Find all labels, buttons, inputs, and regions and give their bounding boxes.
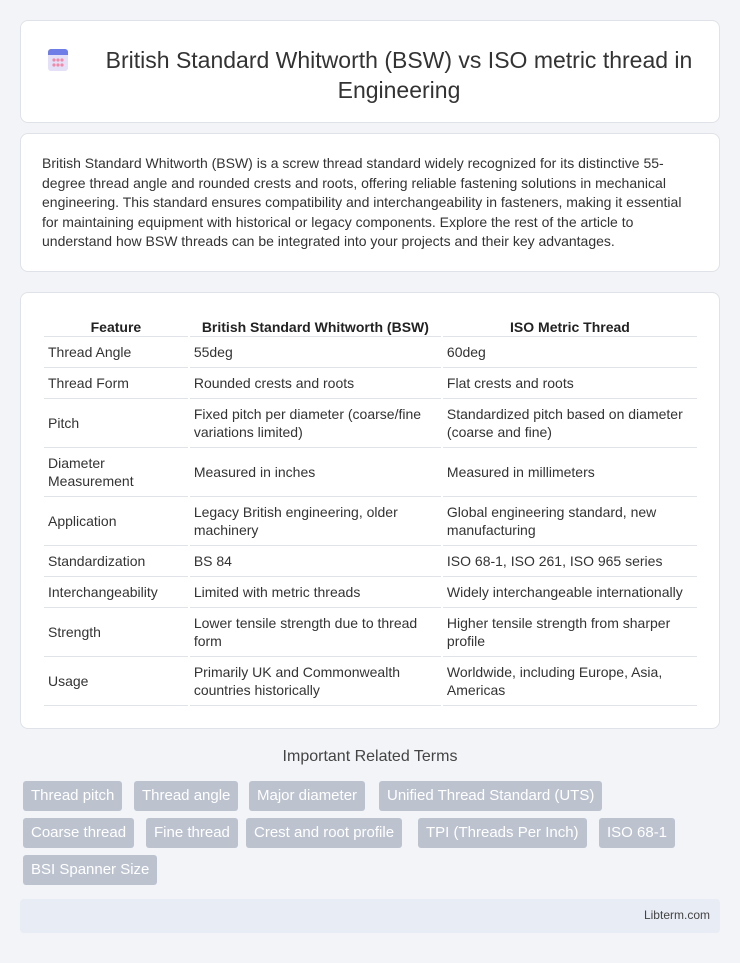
header-bsw: British Standard Whitworth (BSW) <box>190 315 441 337</box>
table-cell: 55deg <box>190 337 441 368</box>
table-cell: Diameter Measurement <box>44 448 188 497</box>
table-cell: Worldwide, including Europe, Asia, Americas <box>443 657 697 706</box>
table-cell: Application <box>44 497 188 546</box>
table-row <box>44 399 697 448</box>
related-term-tag[interactable]: Crest and root profile <box>246 818 402 848</box>
table-row <box>44 368 697 399</box>
table-cell: ISO 68-1, ISO 261, ISO 965 series <box>443 546 697 577</box>
footer-brand-link[interactable]: Libterm.com <box>643 908 710 922</box>
related-term-tag[interactable]: BSI Spanner Size <box>23 855 157 885</box>
table-header-row <box>44 315 697 337</box>
related-term-tag[interactable]: Thread angle <box>134 781 238 811</box>
related-term-tag[interactable]: ISO 68-1 <box>599 818 675 848</box>
table-cell: BS 84 <box>190 546 441 577</box>
table-row <box>44 546 697 577</box>
table-cell: Widely interchangeable internationally <box>443 577 697 608</box>
document-icon <box>45 47 71 73</box>
table-row <box>44 657 697 706</box>
header-iso: ISO Metric Thread <box>443 315 697 337</box>
table-cell: 60deg <box>443 337 697 368</box>
table-cell: Measured in millimeters <box>443 448 697 497</box>
intro-paragraph: British Standard Whitworth (BSW) is a screw thread standard widely recognized for its distinctive 55-degree thread angle and rounded crests and roots, offering reliable fastening solutions in mechanical engineering. This standard ensures compatibility and interchangeability in fasteners, making it essential for maintaining equipment with historical or legacy components. Explore the rest of the article to understand how BSW threads can be integrated into your projects and their key advantages. <box>42 155 682 250</box>
related-term-tag[interactable]: Coarse thread <box>23 818 134 848</box>
table-row <box>44 577 697 608</box>
related-terms-heading: Important Related Terms <box>282 748 458 765</box>
page-title: British Standard Whitworth (BSW) vs ISO metric thread in Engineering <box>105 47 693 103</box>
title-card <box>20 20 720 123</box>
related-term-tag[interactable]: TPI (Threads Per Inch) <box>418 818 587 848</box>
table-cell: Usage <box>44 657 188 706</box>
footer <box>20 899 720 933</box>
table-cell: Flat crests and roots <box>443 368 697 399</box>
table-cell: Pitch <box>44 399 188 448</box>
table-cell: Limited with metric threads <box>190 577 441 608</box>
table-cell: Primarily UK and Commonwealth countries historically <box>190 657 441 706</box>
related-term-tag[interactable]: Major diameter <box>249 781 365 811</box>
table-cell: Strength <box>44 608 188 657</box>
table-cell: Rounded crests and roots <box>190 368 441 399</box>
table-row <box>44 337 697 368</box>
table-cell: Lower tensile strength due to thread form <box>190 608 441 657</box>
related-term-tag[interactable]: Fine thread <box>146 818 238 848</box>
related-term-tag[interactable]: Thread pitch <box>23 781 122 811</box>
related-term-tag[interactable]: Unified Thread Standard (UTS) <box>379 781 602 811</box>
table-row <box>44 497 697 546</box>
intro-card <box>20 133 720 272</box>
table-cell: Measured in inches <box>190 448 441 497</box>
comparison-card <box>20 292 720 729</box>
table-cell: Standardized pitch based on diameter (coarse and fine) <box>443 399 697 448</box>
table-row <box>44 448 697 497</box>
table-cell: Interchangeability <box>44 577 188 608</box>
table-cell: Thread Angle <box>44 337 188 368</box>
comparison-table <box>42 315 699 706</box>
table-cell: Fixed pitch per diameter (coarse/fine variations limited) <box>190 399 441 448</box>
header-feature: Feature <box>44 315 188 337</box>
table-cell: Thread Form <box>44 368 188 399</box>
table-cell: Standardization <box>44 546 188 577</box>
table-row <box>44 608 697 657</box>
table-cell: Legacy British engineering, older machinery <box>190 497 441 546</box>
table-cell: Higher tensile strength from sharper profile <box>443 608 697 657</box>
table-cell: Global engineering standard, new manufacturing <box>443 497 697 546</box>
